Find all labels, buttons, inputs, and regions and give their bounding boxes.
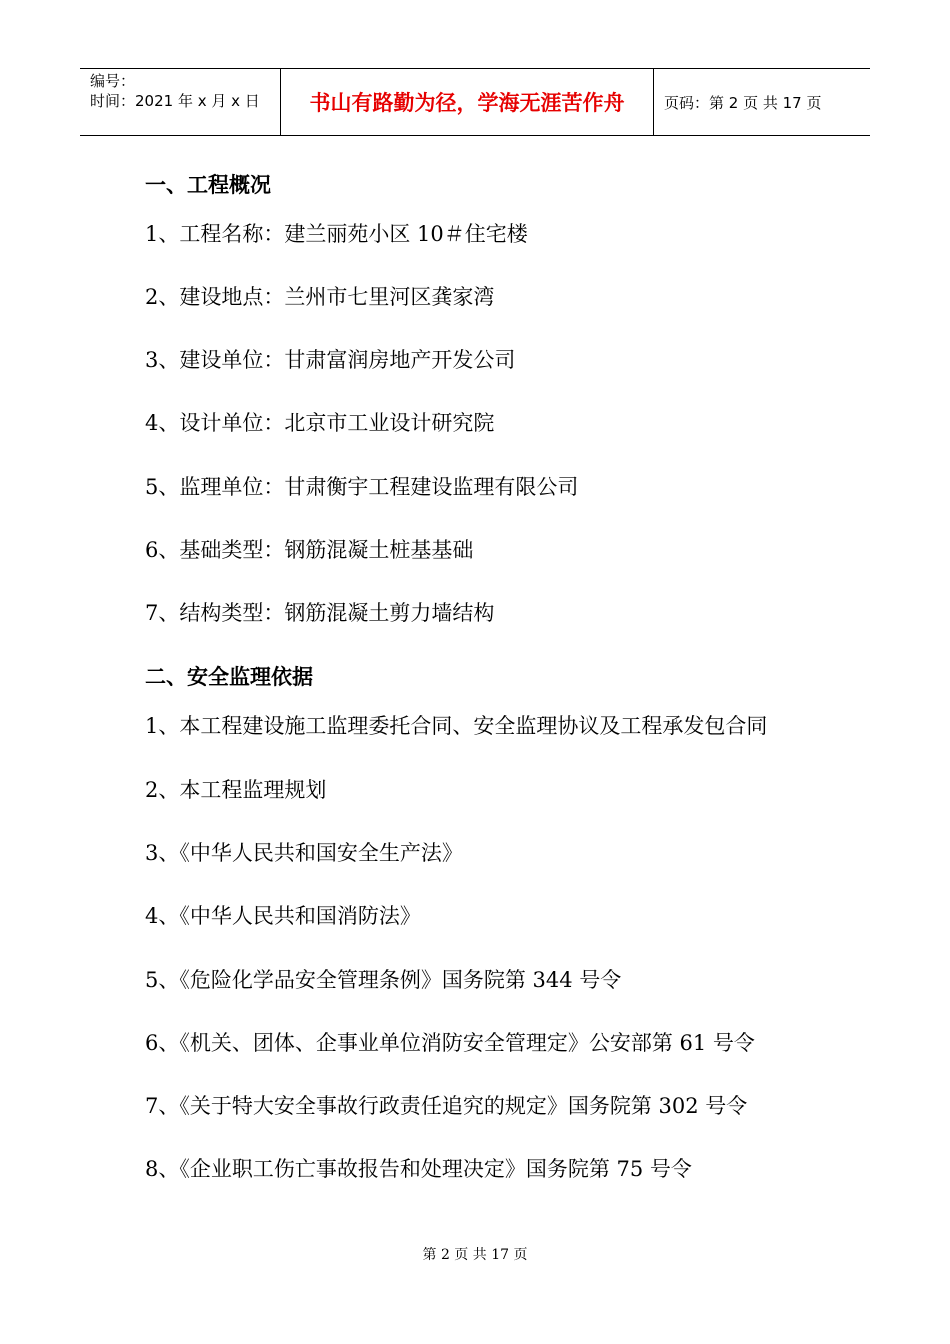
basis-item: 5、《危险化学品安全管理条例》国务院第 344 号令 <box>145 968 622 992</box>
page-footer <box>0 1246 950 1264</box>
basis-item: 7、《关于特大安全事故行政责任追究的规定》国务院第 302 号令 <box>145 1094 748 1118</box>
basis-item: 6、《机关、团体、企事业单位消防安全管理定》公安部第 61 号令 <box>145 1031 755 1055</box>
overview-item: 2、建设地点：兰州市七里河区龚家湾 <box>145 285 495 309</box>
header-table <box>80 68 870 136</box>
overview-item: 7、结构类型：钢筋混凝土剪力墙结构 <box>145 601 495 625</box>
basis-item: 4、《中华人民共和国消防法》 <box>145 904 421 928</box>
footer-page-number: 第 2 页 共 17 页 <box>422 1247 528 1263</box>
header-page-cell <box>654 69 870 135</box>
overview-item: 5、监理单位：甘肃衡宇工程建设监理有限公司 <box>145 475 579 499</box>
document-number-label: 编号： <box>90 72 136 90</box>
basis-item: 8、《企业职工伤亡事故报告和处理决定》国务院第 75 号令 <box>145 1157 692 1181</box>
header-motto-cell <box>281 69 654 135</box>
document-date: 时间：2021 年 x 月 x 日 <box>90 92 260 110</box>
section-heading-basis: 二、安全监理依据 <box>145 665 313 689</box>
basis-item: 1、本工程建设施工监理委托合同、安全监理协议及工程承发包合同 <box>145 714 768 738</box>
overview-item: 4、设计单位：北京市工业设计研究院 <box>145 411 495 435</box>
header-info-cell <box>80 69 281 135</box>
basis-item: 3、《中华人民共和国安全生产法》 <box>145 841 463 865</box>
overview-item: 1、工程名称：建兰丽苑小区 10＃住宅楼 <box>145 222 528 246</box>
overview-item: 6、基础类型：钢筋混凝土桩基基础 <box>145 538 474 562</box>
overview-item: 3、建设单位：甘肃富润房地产开发公司 <box>145 348 516 372</box>
header-motto: 书山有路勤为径，学海无涯苦作舟 <box>309 91 625 115</box>
section-heading-overview: 一、工程概况 <box>145 173 271 197</box>
basis-item: 2、本工程监理规划 <box>145 778 327 802</box>
header-page-number: 页码：第 2 页 共 17 页 <box>664 93 822 112</box>
